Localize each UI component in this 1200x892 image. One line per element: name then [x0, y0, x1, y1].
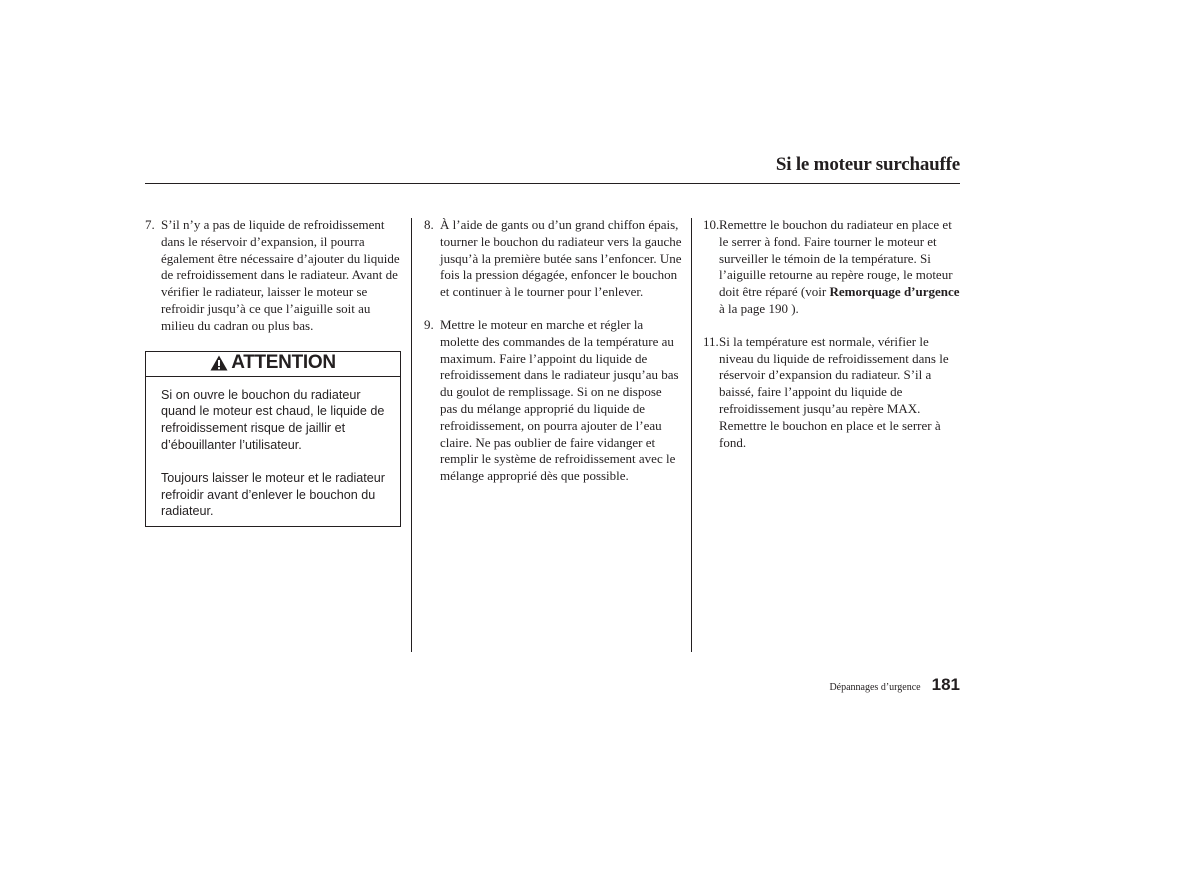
step-number: 8. [424, 217, 434, 232]
page-footer [829, 675, 960, 695]
step-number: 9. [424, 316, 434, 332]
step-text-after-link: à la page 190 ). [719, 300, 799, 316]
step-8 [424, 217, 682, 301]
column-1 [145, 217, 401, 527]
column-3 [703, 217, 963, 467]
step-7 [145, 217, 401, 335]
attention-heading: ATTENTION [231, 352, 336, 374]
step-text-before-link: Remettre le bouchon du radiateur en place et le serrer à fond. Faire tourner le moteur et surveiller le témoin de la température. Si l’aiguille retourne au repère rouge, le moteur doit être réparé (voir [719, 217, 953, 300]
column-2 [424, 217, 682, 501]
step-9 [424, 317, 682, 485]
step-text: À l’aide de gants ou d’un grand chiffon épais, tourner le bouchon du radiateur vers la gauche jusqu’à la première butée sans l’enfoncer. Une fois la pression dégagée, enfoncer le bouchon et continuer à le tourner pour l’enlever. [440, 217, 682, 300]
step-text: Mettre le moteur en marche et régler la molette des commandes de la température au maximum. Faire l’appoint du liquide de refroidissement dans le radiateur jusqu’au bas du goulot de remplissage. Si on ne dispose pas du mélange approprié du liquide de refroidissement, on pourra ajouter de l’eau claire. Ne pas oublier de faire vidanger et remplir le système de refroidissement avec le mélange approprié dès que possible. [440, 316, 679, 484]
attention-paragraph-2: Toujours laisser le moteur et le radiateur refroidir avant d’enlever le bouchon du radiateur. [161, 470, 385, 519]
step-text: Si la température est normale, vérifier le niveau du liquide de refroidissement dans le réservoir d’expansion du radiateur. S’il a baissé, faire l’appoint du liquide de refroidissement jusqu’au repère MAX. Remettre le bouchon en place et le serrer à fond. [719, 333, 949, 450]
footer-section-label: Dépannages d’urgence [829, 682, 921, 693]
step-number: 7. [145, 217, 155, 232]
step-10 [703, 217, 963, 318]
column-divider-1 [411, 218, 412, 652]
cross-reference-link[interactable]: Remorquage d’urgence [829, 284, 960, 300]
step-11 [703, 334, 963, 452]
step-number: 10. [703, 217, 720, 232]
attention-body [146, 377, 400, 527]
step-text [719, 217, 963, 318]
column-divider-2 [691, 218, 692, 652]
step-text: S’il n’y a pas de liquide de refroidissement dans le réservoir d’expansion, il pourra également être nécessaire d’ajouter du liquide de refroidissement dans le radiateur. Avant de vérifier le radiateur, laisser le moteur se refroidir jusqu’à ce que l’aiguille soit au milieu du cadran ou plus bas. [161, 217, 400, 333]
attention-box [145, 351, 401, 528]
page-title: Si le moteur surchauffe [775, 154, 960, 175]
attention-paragraph-1: Si on ouvre le bouchon du radiateur quand le moteur est chaud, le liquide de refroidissement risque de jaillir et d’ébouillanter l’utilisateur. [161, 387, 385, 452]
attention-header [146, 352, 400, 377]
page-number: 181 [931, 675, 960, 694]
step-number: 11. [703, 333, 719, 349]
title-rule [145, 183, 960, 184]
warning-triangle-icon [210, 355, 228, 371]
